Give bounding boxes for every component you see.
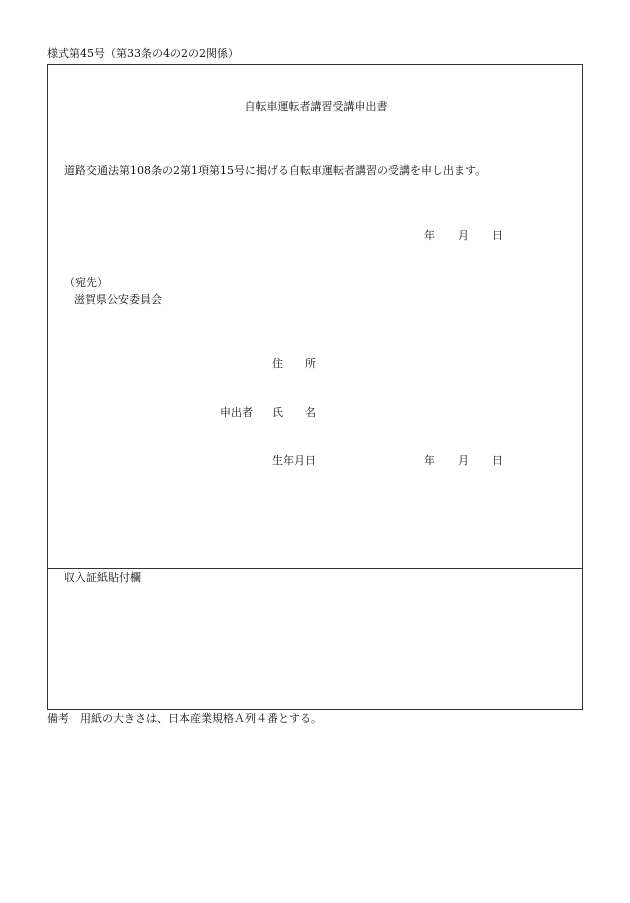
revenue-stamp-label: 収入証紙貼付欄 xyxy=(64,571,141,584)
form-title: 自転車運転者講習受講申出書 xyxy=(244,100,388,113)
applicant-label: 申出者 xyxy=(220,406,253,419)
address-label xyxy=(272,358,316,369)
form-number: 様式第45号（第33条の4の2の2関係） xyxy=(47,47,239,60)
application-date xyxy=(424,230,524,242)
form-note: 備考 用紙の大きさは、日本産業規格Ａ列４番とする。 xyxy=(47,712,322,725)
application-statement: 道路交通法第108条の2第1項第15号に掲げる自転車運転者講習の受講を申し出ます。 xyxy=(64,164,487,177)
application-form-box xyxy=(47,64,583,710)
name-label xyxy=(272,407,316,418)
name-label-char-1: 氏 xyxy=(272,406,283,419)
dob-month-label: 月 xyxy=(458,454,469,467)
date-month-label: 月 xyxy=(458,229,469,242)
name-label-char-2: 名 xyxy=(305,406,316,419)
address-label-char-1: 住 xyxy=(272,357,283,370)
date-day-label: 日 xyxy=(492,229,503,242)
dob-year-label: 年 xyxy=(424,454,435,467)
dob-date xyxy=(424,455,524,467)
dob-label: 生年月日 xyxy=(272,454,316,467)
section-divider xyxy=(48,568,582,569)
address-label-char-2: 所 xyxy=(305,357,316,370)
date-year-label: 年 xyxy=(424,229,435,242)
addressee-label: （宛先） xyxy=(64,276,108,289)
addressee-name: 滋賀県公安委員会 xyxy=(74,293,162,306)
dob-day-label: 日 xyxy=(492,454,503,467)
